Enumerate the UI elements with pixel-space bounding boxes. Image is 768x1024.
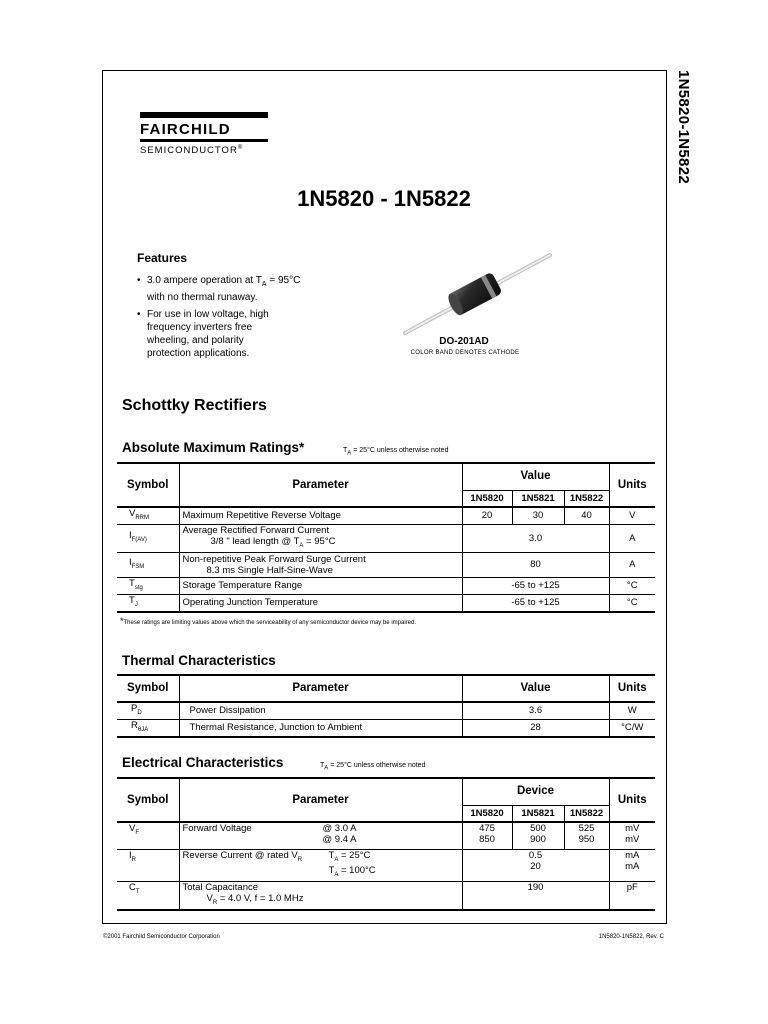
logo-name: FAIRCHILD: [140, 121, 231, 138]
amr-header-units: Units: [609, 463, 655, 507]
elec-header-symbol: Symbol: [117, 778, 179, 822]
amr-heading: Absolute Maximum Ratings*: [122, 440, 305, 455]
footer-copyright: ©2001 Fairchild Semiconductor Corporation: [103, 934, 220, 940]
thermal-header-parameter: Parameter: [179, 675, 462, 702]
thermal-row-rtheta: $R_{\theta JA}$ Thermal Resistance, Junction to Ambient 28 °C/W: [117, 719, 655, 736]
amr-table: [117, 462, 655, 613]
thermal-header-value: Value: [462, 675, 609, 702]
thermal-header-symbol: Symbol: [117, 675, 179, 702]
elec-device-3: 1N5822: [564, 805, 609, 822]
thermal-heading: Thermal Characteristics: [122, 653, 276, 668]
amr-row-tj: $T_J$ Operating Junction Temperature -65 to +125 °C: [117, 594, 655, 611]
amr-condition: $T_A = 25^\circ C$ unless otherwise noted: [343, 447, 449, 457]
logo-bar-top: [140, 112, 268, 118]
elec-condition: $T_A = 25^\circ C$ unless otherwise noted: [320, 762, 426, 772]
thermal-table: [117, 674, 655, 738]
features-heading: Features: [137, 251, 188, 265]
amr-header-value: Value: [462, 463, 609, 490]
elec-header-parameter: Parameter: [179, 778, 462, 822]
amr-header-symbol: Symbol: [117, 463, 179, 507]
elec-heading: Electrical Characteristics: [122, 755, 284, 770]
thermal-header-units: Units: [617, 682, 647, 694]
logo-sub: SEMICONDUCTOR®: [140, 145, 244, 157]
elec-device-1: 1N5820: [462, 805, 512, 822]
amr-footnote: *These ratings are limiting values above which the serviceability of any semiconductor device may be impaired.: [120, 616, 416, 626]
fairchild-logo: [140, 112, 275, 162]
diode-package-image: [395, 245, 555, 340]
elec-row-vf: $V_F$ Forward Voltage @ 3.0 A @ 9.4 A 475 850 500 900 525 950 mV mV: [117, 822, 655, 849]
document-title: 1N5820 - 1N5822: [297, 186, 471, 211]
elec-header-device: Device: [462, 778, 609, 805]
footer-revision: 1N5820-1N5822, Rev. C: [598, 934, 664, 940]
amr-device-1: 1N5820: [462, 490, 512, 507]
elec-header-units: Units: [609, 778, 655, 822]
elec-device-2: 1N5821: [512, 805, 564, 822]
elec-row-ct: $C_T$ Total Capacitance $V_R = 4.0$ V, f = 1.0 MHz 190 pF: [117, 882, 655, 910]
schottky-heading: Schottky Rectifiers: [122, 397, 267, 414]
package-label: DO-201AD: [439, 336, 489, 347]
amr-row-tstg: $T_{stg}$ Storage Temperature Range -65 to +125 °C: [117, 577, 655, 594]
logo-bar-bottom: [140, 139, 268, 142]
amr-row-ifav: $I_{F(AV)}$ Average Rectified Forward Current 3/8 " lead length @ $T_A = 95^\circ C$ 3.0 A: [117, 524, 655, 552]
elec-table: [117, 777, 655, 911]
elec-row-ir: $I_R$ Reverse Current @ rated $V_R$ $T_A = 25^\circ C$ $T_A = 100^\circ C$ 0.5 20 mA mA: [117, 849, 655, 882]
amr-row-vrrm: $V_{RRM}$ Maximum Repetitive Reverse Voltage 20 30 40 V: [117, 507, 655, 524]
amr-device-3: 1N5822: [564, 490, 609, 507]
package-note: COLOR BAND DENOTES CATHODE: [410, 350, 520, 356]
amr-device-2: 1N5821: [512, 490, 564, 507]
amr-header-parameter: Parameter: [179, 463, 462, 507]
thermal-row-pd: $P_D$ Power Dissipation 3.6 W: [117, 702, 655, 719]
side-title: 1N5820-1N5822: [675, 70, 692, 184]
amr-row-ifsm: $I_{FSM}$ Non-repetitive Peak Forward Surge Current 8.3 ms Single Half-Sine-Wave 80 A: [117, 552, 655, 577]
